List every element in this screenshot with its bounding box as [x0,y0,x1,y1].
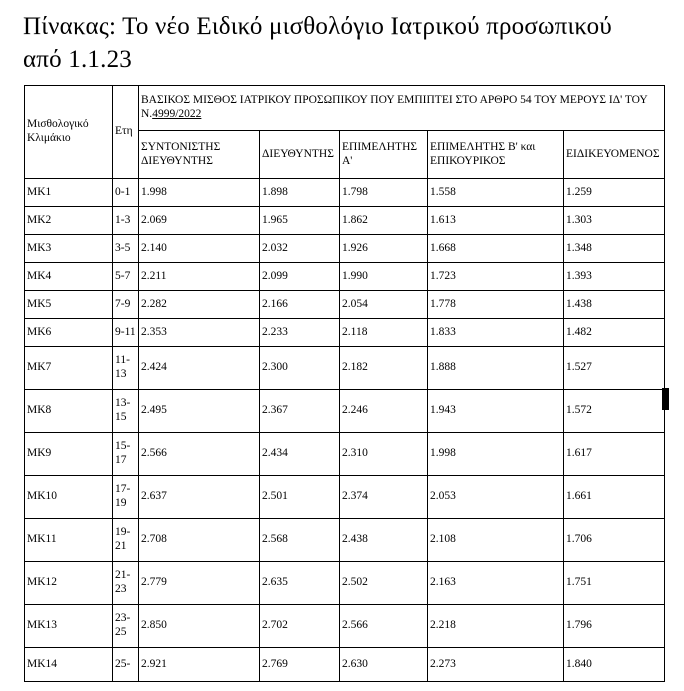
value-cell: 1.862 [340,207,428,235]
value-cell: 1.965 [260,207,340,235]
scale-cell: ΜΚ2 [25,207,113,235]
value-cell: 2.566 [340,605,428,648]
table-row-mk13 [25,605,665,648]
value-cell: 2.140 [139,235,260,263]
years-cell: 5-7 [113,263,139,291]
years-cell: 9-11 [113,319,139,347]
value-cell: 2.182 [340,347,428,390]
value-cell: 1.706 [564,519,665,562]
value-cell: 1.668 [428,235,564,263]
scale-cell: ΜΚ13 [25,605,113,648]
value-cell: 1.796 [564,605,665,648]
group-header-text: ΒΑΣΙΚΟΣ ΜΙΣΘΟΣ ΙΑΤΡΙΚΟΥ ΠΡΟΣΩΠΙΚΟΥ ΠΟΥ ΕΜΠΙΠΤΕΙ ΣΤΟ ΑΡΘΡΟ 54 ΤΟΥ ΜΕΡΟΥΣ ΙΔ' ΤΟΥ Ν. [141,94,648,120]
value-cell: 1.572 [564,390,665,433]
law-reference-underlined: 4999/2022 [152,108,202,120]
value-cell: 1.723 [428,263,564,291]
value-cell: 1.348 [564,235,665,263]
value-cell: 2.282 [139,291,260,319]
value-cell: 2.921 [139,648,260,682]
column-header-consultant-b: ΕΠΙΜΕΛΗΤΗΣ Β' και ΕΠΙΚΟΥΡΙΚΟΣ [428,131,564,179]
table-row-mk10 [25,476,665,519]
value-cell: 1.798 [340,179,428,207]
value-cell: 1.840 [564,648,665,682]
scale-cell: ΜΚ5 [25,291,113,319]
column-header-resident: ΕΙΔΙΚΕΥΟΜΕΝΟΣ [564,131,665,179]
value-cell: 2.163 [428,562,564,605]
years-cell: 3-5 [113,235,139,263]
value-cell: 1.926 [340,235,428,263]
value-cell: 2.702 [260,605,340,648]
value-cell: 2.850 [139,605,260,648]
scale-cell: ΜΚ8 [25,390,113,433]
value-cell: 2.495 [139,390,260,433]
value-cell: 1.833 [428,319,564,347]
years-cell: 19-21 [113,519,139,562]
scale-cell: ΜΚ4 [25,263,113,291]
table-row-mk5 [25,291,665,319]
value-cell: 2.424 [139,347,260,390]
value-cell: 1.888 [428,347,564,390]
value-cell: 1.990 [340,263,428,291]
value-cell: 2.108 [428,519,564,562]
value-cell: 1.751 [564,562,665,605]
value-cell: 2.635 [260,562,340,605]
table-row-mk2 [25,207,665,235]
scale-cell: ΜΚ14 [25,648,113,682]
value-cell: 2.054 [340,291,428,319]
value-cell: 2.374 [340,476,428,519]
page-title-line1: Πίνακας: Το νέο Ειδικό μισθολόγιο Ιατρικού προσωπικού [23,13,612,40]
table-row-mk4 [25,263,665,291]
value-cell: 2.637 [139,476,260,519]
value-cell: 2.233 [260,319,340,347]
value-cell: 1.259 [564,179,665,207]
value-cell: 1.998 [428,433,564,476]
column-header-basic-salary-group [139,86,665,131]
scale-cell: ΜΚ6 [25,319,113,347]
value-cell: 2.300 [260,347,340,390]
scale-cell: ΜΚ10 [25,476,113,519]
value-cell: 2.568 [260,519,340,562]
page-title [23,10,663,76]
value-cell: 2.434 [260,433,340,476]
scale-cell: ΜΚ3 [25,235,113,263]
table-row-mk9 [25,433,665,476]
years-cell: 13-15 [113,390,139,433]
salary-scale-table [24,85,665,682]
years-cell: 11-13 [113,347,139,390]
scale-cell: ΜΚ7 [25,347,113,390]
value-cell: 1.898 [260,179,340,207]
value-cell: 2.273 [428,648,564,682]
value-cell: 2.502 [340,562,428,605]
value-cell: 2.630 [340,648,428,682]
table-row-mk3 [25,235,665,263]
table-row-mk14 [25,648,665,682]
table-row-mk1 [25,179,665,207]
value-cell: 1.617 [564,433,665,476]
years-cell: 21-23 [113,562,139,605]
table-row-mk8 [25,390,665,433]
years-cell: 17-19 [113,476,139,519]
value-cell: 1.393 [564,263,665,291]
value-cell: 1.438 [564,291,665,319]
value-cell: 2.069 [139,207,260,235]
column-header-scale: Μισθολογικό Κλιμάκιο [25,86,113,179]
value-cell: 1.943 [428,390,564,433]
value-cell: 2.779 [139,562,260,605]
value-cell: 2.566 [139,433,260,476]
years-cell: 0-1 [113,179,139,207]
value-cell: 2.501 [260,476,340,519]
table-row-mk12 [25,562,665,605]
table-row-mk6 [25,319,665,347]
column-header-coordinating-director: ΣΥΝΤΟΝΙΣΤΗΣ ΔΙΕΥΘΥΝΤΗΣ [139,131,260,179]
years-cell: 23-25 [113,605,139,648]
value-cell: 2.708 [139,519,260,562]
column-header-years: Ετη [113,86,139,179]
years-cell: 15-17 [113,433,139,476]
years-cell: 1-3 [113,207,139,235]
table-row-mk11 [25,519,665,562]
value-cell: 2.166 [260,291,340,319]
years-cell: 25- [113,648,139,682]
column-header-director: ΔΙΕΥΘΥΝΤΗΣ [260,131,340,179]
value-cell: 2.032 [260,235,340,263]
page-title-line2: από 1.1.23 [23,46,132,73]
value-cell: 1.558 [428,179,564,207]
value-cell: 2.769 [260,648,340,682]
scale-cell: ΜΚ9 [25,433,113,476]
value-cell: 1.661 [564,476,665,519]
scale-cell: ΜΚ1 [25,179,113,207]
value-cell: 2.438 [340,519,428,562]
value-cell: 2.218 [428,605,564,648]
value-cell: 2.053 [428,476,564,519]
right-edge-artifact [662,388,669,410]
value-cell: 2.099 [260,263,340,291]
value-cell: 1.998 [139,179,260,207]
value-cell: 1.613 [428,207,564,235]
scale-cell: ΜΚ11 [25,519,113,562]
value-cell: 2.211 [139,263,260,291]
value-cell: 1.778 [428,291,564,319]
years-cell: 7-9 [113,291,139,319]
value-cell: 2.353 [139,319,260,347]
value-cell: 1.482 [564,319,665,347]
scale-cell: ΜΚ12 [25,562,113,605]
value-cell: 1.303 [564,207,665,235]
table-row-mk7 [25,347,665,390]
value-cell: 2.118 [340,319,428,347]
value-cell: 2.310 [340,433,428,476]
header-row-group [25,86,665,131]
value-cell: 2.246 [340,390,428,433]
column-header-consultant-a: ΕΠΙΜΕΛΗΤΗΣ Α' [340,131,428,179]
value-cell: 2.367 [260,390,340,433]
value-cell: 1.527 [564,347,665,390]
